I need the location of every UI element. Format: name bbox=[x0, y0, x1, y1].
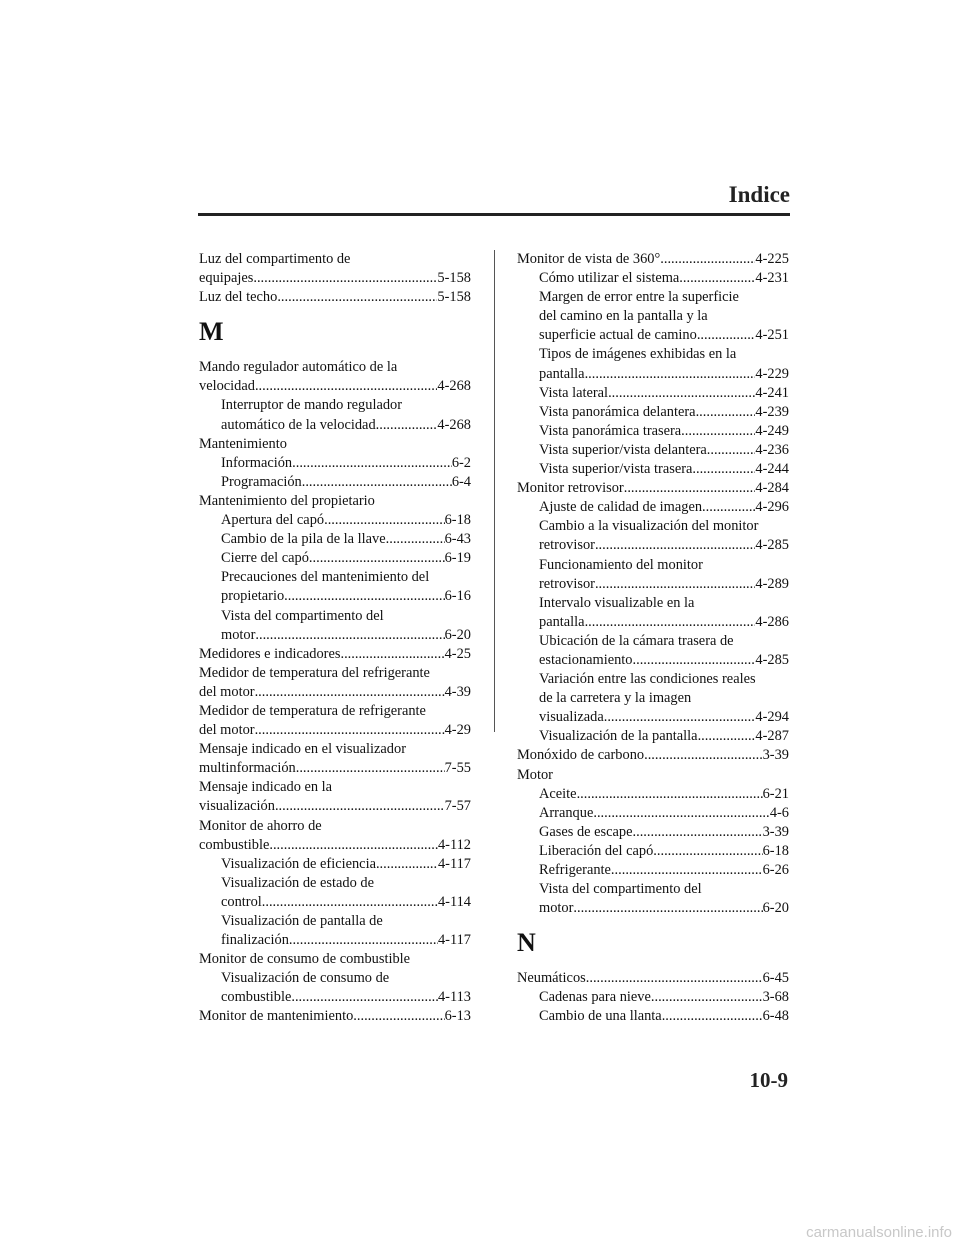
index-entry bbox=[199, 269, 471, 288]
entry-page-ref: 4-285 bbox=[755, 651, 789, 668]
index-entry bbox=[199, 797, 471, 816]
entry-text: retrovisor bbox=[539, 575, 595, 592]
dot-leader bbox=[604, 708, 756, 727]
entry-text: visualización bbox=[199, 798, 275, 815]
dot-leader bbox=[277, 288, 437, 307]
entry-page-ref: 4-241 bbox=[755, 384, 789, 401]
dot-leader bbox=[595, 536, 755, 555]
entry-text: equipajes bbox=[199, 270, 254, 287]
entry-list bbox=[199, 250, 471, 307]
index-entry bbox=[199, 626, 471, 645]
entry-text: Ajuste de calidad de imagen bbox=[539, 499, 703, 516]
index-entry bbox=[199, 721, 471, 740]
index-heading: Precauciones del mantenimiento del bbox=[221, 569, 430, 586]
entry-text: Arranque bbox=[539, 804, 594, 821]
index-entry bbox=[517, 746, 789, 765]
entry-page-ref: 6-19 bbox=[444, 550, 471, 567]
entry-text: del motor bbox=[199, 722, 255, 739]
dot-leader bbox=[386, 530, 445, 549]
entry-text: Cambio de una llanta bbox=[539, 1008, 662, 1025]
entry-list bbox=[199, 358, 471, 1026]
watermark: carmanualsonline.info bbox=[806, 1224, 952, 1241]
entry-text: Cierre del capó bbox=[221, 550, 309, 567]
header-rule bbox=[198, 213, 790, 216]
entry-list bbox=[517, 969, 789, 1026]
entry-text: control bbox=[221, 893, 262, 910]
index-entry bbox=[517, 575, 789, 594]
index-entry bbox=[517, 823, 789, 842]
entry-text: Apertura del capó bbox=[221, 512, 325, 529]
entry-text: retrovisor bbox=[539, 537, 595, 554]
index-entry bbox=[517, 479, 789, 498]
dot-leader bbox=[255, 683, 445, 702]
entry-page-ref: 4-25 bbox=[444, 645, 471, 662]
dot-leader bbox=[651, 988, 763, 1007]
dot-leader bbox=[255, 626, 444, 645]
dot-leader bbox=[644, 746, 763, 765]
index-entry bbox=[199, 473, 471, 492]
entry-page-ref: 4-289 bbox=[755, 575, 789, 592]
entry-text: motor bbox=[539, 900, 574, 917]
dot-leader bbox=[662, 1007, 763, 1026]
dot-leader bbox=[585, 365, 756, 384]
entry-page-ref: 4-112 bbox=[437, 836, 471, 853]
index-entry bbox=[517, 365, 789, 384]
index-entry bbox=[199, 893, 471, 912]
dot-leader bbox=[302, 473, 452, 492]
entry-page-ref: 4-284 bbox=[755, 480, 789, 497]
index-heading: Mantenimiento del propietario bbox=[199, 492, 375, 509]
entry-page-ref: 6-20 bbox=[762, 900, 789, 917]
dot-leader bbox=[262, 893, 438, 912]
index-heading: Mensaje indicado en el visualizador bbox=[199, 741, 406, 758]
entry-text: Neumáticos bbox=[517, 970, 586, 987]
entry-text: Medidores e indicadores bbox=[199, 645, 341, 662]
entry-text: Vista superior/vista delantera bbox=[539, 441, 707, 458]
dot-leader bbox=[595, 575, 755, 594]
entry-text: Vista panorámica delantera bbox=[539, 403, 696, 420]
entry-text: motor bbox=[221, 626, 256, 643]
index-heading: Mantenimiento bbox=[199, 435, 287, 452]
index-entry bbox=[199, 511, 471, 530]
entry-page-ref: 6-16 bbox=[444, 588, 471, 605]
dot-leader bbox=[707, 441, 756, 460]
index-heading: Interruptor de mando regulador bbox=[221, 397, 403, 414]
dot-leader bbox=[608, 384, 755, 403]
index-entry bbox=[517, 269, 789, 288]
entry-page-ref: 4-225 bbox=[755, 251, 789, 267]
index-entry bbox=[199, 1007, 471, 1026]
page-number: 10-9 bbox=[749, 1068, 788, 1092]
dot-leader bbox=[269, 836, 438, 855]
index-heading: Vista del compartimento del bbox=[539, 881, 702, 898]
entry-page-ref: 6-20 bbox=[444, 626, 471, 643]
entry-page-ref: 7-57 bbox=[444, 798, 471, 815]
index-entry bbox=[517, 988, 789, 1007]
entry-page-ref: 4-117 bbox=[437, 932, 471, 949]
index-heading: Motor bbox=[517, 766, 553, 783]
index-heading: Vista del compartimento del bbox=[221, 607, 384, 624]
index-entry bbox=[199, 836, 471, 855]
index-entry bbox=[199, 931, 471, 950]
index-heading: Intervalo visualizable en la bbox=[539, 594, 695, 611]
dot-leader bbox=[255, 377, 437, 396]
entry-text: Monitor de vista de 360° bbox=[517, 251, 661, 267]
entry-text: multinformación bbox=[199, 760, 296, 777]
entry-page-ref: 4-114 bbox=[437, 893, 471, 910]
dot-leader bbox=[697, 326, 756, 345]
index-entry bbox=[199, 454, 471, 473]
index-heading: Luz del compartimento de bbox=[199, 251, 351, 267]
entry-text: Gases de escape bbox=[539, 823, 633, 840]
index-entry bbox=[517, 326, 789, 345]
index-entry bbox=[199, 988, 471, 1007]
dot-leader bbox=[340, 645, 444, 664]
index-entry bbox=[199, 530, 471, 549]
index-entry bbox=[517, 1007, 789, 1026]
dot-leader bbox=[353, 1007, 444, 1026]
index-heading: Monitor de consumo de combustible bbox=[199, 951, 411, 968]
section-letter-n: N bbox=[517, 928, 536, 958]
dot-leader bbox=[291, 988, 438, 1007]
dot-leader bbox=[681, 422, 755, 441]
index-entry bbox=[199, 377, 471, 396]
entry-text: visualizada bbox=[539, 709, 604, 726]
index-heading: Monitor de ahorro de bbox=[199, 817, 322, 834]
index-entry bbox=[199, 288, 471, 307]
dot-leader bbox=[702, 498, 755, 517]
entry-text: Liberación del capó bbox=[539, 842, 654, 859]
entry-page-ref: 6-13 bbox=[444, 1008, 471, 1025]
entry-page-ref: 7-55 bbox=[444, 760, 471, 777]
entry-text: Aceite bbox=[539, 785, 577, 802]
index-entry bbox=[517, 422, 789, 441]
dot-leader bbox=[660, 250, 755, 269]
index-entry bbox=[199, 549, 471, 568]
entry-page-ref: 3-39 bbox=[762, 823, 789, 840]
entry-text: Información bbox=[221, 454, 293, 471]
entry-page-ref: 6-18 bbox=[444, 512, 471, 529]
entry-text: Vista panorámica trasera bbox=[539, 422, 682, 439]
index-entry bbox=[517, 613, 789, 632]
dot-leader bbox=[309, 549, 445, 568]
section-letter-m: M bbox=[199, 317, 224, 347]
index-entry bbox=[517, 403, 789, 422]
index-heading: Funcionamiento del monitor bbox=[539, 556, 703, 573]
entry-page-ref: 4-229 bbox=[755, 365, 789, 382]
index-entry bbox=[517, 536, 789, 555]
entry-text: Luz del techo bbox=[199, 289, 278, 306]
index-entry bbox=[517, 651, 789, 670]
dot-leader bbox=[573, 899, 762, 918]
index-heading: Visualización de consumo de bbox=[221, 970, 390, 987]
dot-leader bbox=[653, 842, 762, 861]
entry-page-ref: 4-113 bbox=[437, 989, 471, 1006]
entry-text: del motor bbox=[199, 683, 255, 700]
entry-text: estacionamiento bbox=[539, 651, 633, 668]
entry-page-ref: 4-249 bbox=[755, 422, 789, 439]
dot-leader bbox=[376, 416, 438, 435]
index-entry bbox=[199, 587, 471, 606]
index-heading: Margen de error entre la superficie bbox=[539, 289, 739, 306]
entry-page-ref: 4-296 bbox=[755, 499, 789, 516]
entry-page-ref: 4-244 bbox=[755, 461, 789, 478]
index-heading: Medidor de temperatura de refrigerante bbox=[199, 702, 426, 719]
index-entry bbox=[517, 861, 789, 880]
dot-leader bbox=[577, 785, 763, 804]
entry-text: Programación bbox=[221, 473, 302, 490]
index-entry bbox=[199, 855, 471, 874]
entry-text: Visualización de la pantalla bbox=[539, 728, 698, 745]
entry-page-ref: 6-26 bbox=[762, 862, 789, 878]
index-heading: Ubicación de la cámara trasera de bbox=[539, 632, 734, 649]
entry-page-ref: 4-287 bbox=[755, 728, 789, 745]
index-entry bbox=[199, 759, 471, 778]
entry-page-ref: 4-117 bbox=[437, 855, 471, 872]
entry-page-ref: 4-239 bbox=[755, 403, 789, 420]
index-entry bbox=[517, 899, 789, 918]
entry-text: Monitor retrovisor bbox=[517, 480, 624, 497]
dot-leader bbox=[324, 511, 445, 530]
index-heading: Mensaje indicado en la bbox=[199, 779, 333, 796]
entry-page-ref: 6-45 bbox=[762, 970, 789, 987]
dot-leader bbox=[275, 797, 445, 816]
entry-text: Cadenas para nieve bbox=[539, 989, 651, 1006]
entry-text: velocidad bbox=[199, 378, 255, 395]
index-entry bbox=[517, 498, 789, 517]
index-entry bbox=[199, 645, 471, 664]
entry-page-ref: 3-68 bbox=[762, 989, 789, 1006]
entry-page-ref: 4-251 bbox=[755, 327, 789, 344]
index-entry bbox=[517, 708, 789, 727]
dot-leader bbox=[692, 460, 755, 479]
header-title: Indice bbox=[728, 182, 790, 207]
index-heading: de la carretera y la imagen bbox=[539, 690, 692, 707]
entry-text: Cambio de la pila de la llave bbox=[221, 531, 386, 548]
entry-page-ref: 4-268 bbox=[437, 378, 471, 395]
entry-text: superficie actual de camino bbox=[539, 327, 697, 344]
index-entry bbox=[517, 250, 789, 269]
entry-page-ref: 4-286 bbox=[755, 613, 789, 630]
index-entry bbox=[517, 804, 789, 823]
entry-page-ref: 5-158 bbox=[437, 270, 471, 287]
dot-leader bbox=[255, 721, 445, 740]
dot-leader bbox=[253, 269, 437, 288]
dot-leader bbox=[633, 823, 763, 842]
entry-list bbox=[517, 250, 789, 918]
dot-leader bbox=[284, 587, 444, 606]
entry-text: Monóxido de carbono bbox=[517, 747, 645, 764]
index-column-left bbox=[199, 250, 471, 1027]
entry-page-ref: 4-29 bbox=[444, 722, 471, 739]
index-entry bbox=[517, 785, 789, 804]
dot-leader bbox=[611, 861, 763, 880]
index-entry bbox=[517, 441, 789, 460]
index-entry bbox=[517, 842, 789, 861]
entry-text: combustible bbox=[221, 989, 292, 1006]
index-heading: Mando regulador automático de la bbox=[199, 359, 398, 376]
entry-page-ref: 4-6 bbox=[769, 804, 789, 821]
dot-leader bbox=[296, 759, 445, 778]
entry-page-ref: 4-285 bbox=[755, 537, 789, 554]
entry-text: Vista lateral bbox=[539, 384, 609, 401]
entry-page-ref: 3-39 bbox=[762, 747, 789, 764]
index-heading: Visualización de pantalla de bbox=[221, 913, 383, 929]
entry-text: finalización bbox=[221, 932, 289, 949]
dot-leader bbox=[292, 454, 452, 473]
entry-page-ref: 6-43 bbox=[444, 531, 471, 548]
entry-page-ref: 6-2 bbox=[451, 454, 471, 471]
entry-page-ref: 4-231 bbox=[755, 270, 789, 287]
dot-leader bbox=[696, 403, 756, 422]
entry-page-ref: 4-294 bbox=[755, 709, 789, 726]
index-entry bbox=[517, 969, 789, 988]
index-heading: Cambio a la visualización del monitor bbox=[539, 518, 759, 535]
index-entry bbox=[517, 727, 789, 746]
index-entry bbox=[517, 384, 789, 403]
entry-text: Cómo utilizar el sistema bbox=[539, 270, 680, 287]
column-divider bbox=[494, 250, 495, 732]
entry-page-ref: 4-268 bbox=[437, 416, 471, 433]
index-heading: del camino en la pantalla y la bbox=[539, 308, 708, 325]
entry-page-ref: 4-39 bbox=[444, 683, 471, 700]
index-entry bbox=[199, 683, 471, 702]
entry-page-ref: 6-18 bbox=[762, 842, 789, 859]
dot-leader bbox=[585, 613, 756, 632]
index-column-right bbox=[517, 250, 789, 1027]
dot-leader bbox=[633, 651, 756, 670]
index-heading: Medidor de temperatura del refrigerante bbox=[199, 664, 430, 681]
index-heading: Visualización de estado de bbox=[221, 874, 374, 891]
dot-leader bbox=[586, 969, 763, 988]
dot-leader bbox=[698, 727, 756, 746]
entry-text: Monitor de mantenimiento bbox=[199, 1008, 354, 1025]
entry-text: Vista superior/vista trasera bbox=[539, 461, 693, 478]
entry-text: Refrigerante bbox=[539, 862, 611, 878]
dot-leader bbox=[289, 931, 438, 950]
entry-text: pantalla bbox=[539, 365, 585, 382]
entry-text: automático de la velocidad bbox=[221, 416, 376, 433]
entry-page-ref: 6-4 bbox=[451, 473, 471, 490]
entry-text: propietario bbox=[221, 588, 285, 605]
entry-page-ref: 6-21 bbox=[762, 785, 789, 802]
entry-page-ref: 4-236 bbox=[755, 441, 789, 458]
entry-text: combustible bbox=[199, 836, 270, 853]
entry-text: pantalla bbox=[539, 613, 585, 630]
index-heading: Tipos de imágenes exhibidas en la bbox=[539, 346, 737, 363]
dot-leader bbox=[376, 855, 438, 874]
index-entry bbox=[199, 416, 471, 435]
dot-leader bbox=[679, 269, 755, 288]
dot-leader bbox=[624, 479, 756, 498]
entry-text: Visualización de eficiencia bbox=[221, 855, 376, 872]
entry-page-ref: 6-48 bbox=[762, 1008, 789, 1025]
index-entry bbox=[517, 460, 789, 479]
index-heading: Variación entre las condiciones reales bbox=[539, 671, 756, 688]
dot-leader bbox=[593, 804, 769, 823]
entry-page-ref: 5-158 bbox=[437, 289, 471, 306]
